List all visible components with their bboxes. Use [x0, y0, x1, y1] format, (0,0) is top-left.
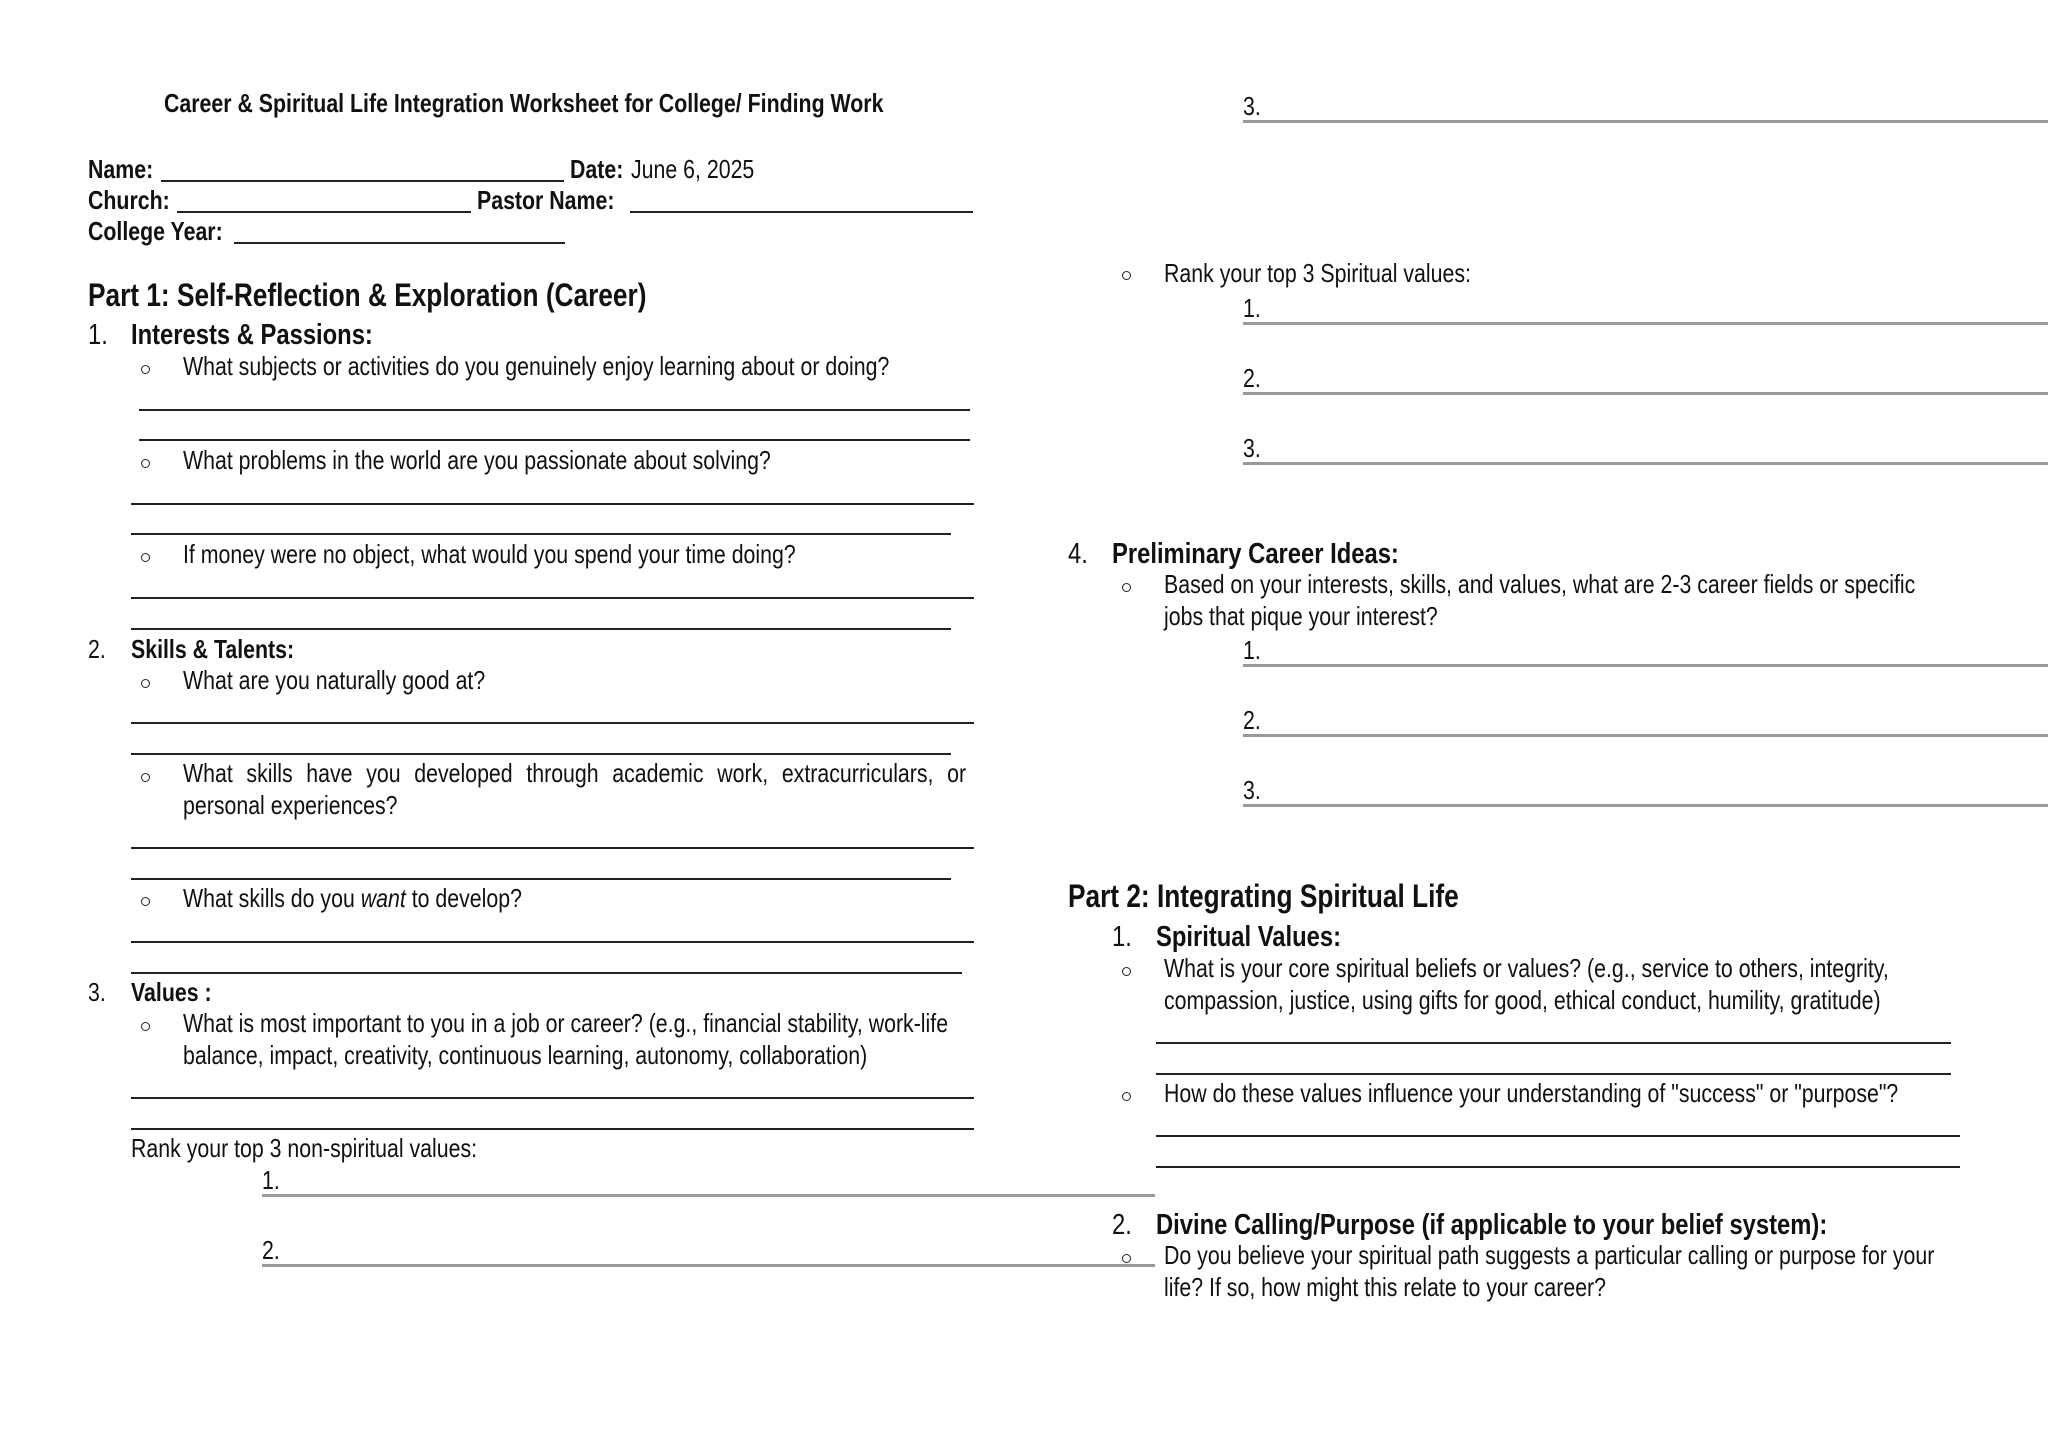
question-text: What are you naturally good at?	[183, 665, 486, 695]
bullet-icon	[1122, 967, 1131, 976]
career-idea-line[interactable]	[1243, 804, 2048, 807]
bullet-icon	[141, 459, 150, 468]
rank-answer-line[interactable]	[1243, 462, 2048, 465]
answer-line[interactable]	[131, 1128, 974, 1130]
answer-line[interactable]	[139, 439, 970, 441]
answer-line[interactable]	[131, 628, 951, 630]
answer-line[interactable]	[131, 597, 974, 599]
bullet-icon	[1122, 271, 1131, 280]
rank-item-number: 3.	[1243, 91, 1261, 121]
rank-answer-line[interactable]	[1243, 322, 2048, 325]
question-text-cont: life? If so, how might this relate to your career?	[1164, 1272, 1607, 1302]
answer-line[interactable]	[131, 1097, 974, 1099]
answer-line[interactable]	[131, 753, 951, 755]
answer-line[interactable]	[131, 972, 962, 974]
answer-line[interactable]	[131, 878, 951, 880]
question-text: If money were no object, what would you spend your time doing?	[183, 539, 796, 569]
rank-answer-line[interactable]	[1243, 392, 2048, 395]
rank-spiritual-label: Rank your top 3 Spiritual values:	[1164, 258, 1471, 288]
bullet-icon	[141, 773, 150, 782]
answer-line[interactable]	[131, 503, 974, 505]
name-label: Name:	[88, 154, 154, 184]
rank-item-number: 1.	[262, 1165, 280, 1195]
divine-calling-heading: Divine Calling/Purpose (if applicable to your belief system):	[1156, 1209, 1828, 1241]
question-text: Do you believe your spiritual path suggests a particular calling or purpose for your	[1164, 1240, 1935, 1270]
question-text: Based on your interests, skills, and values, what are 2-3 career fields or specific	[1164, 569, 1916, 599]
bullet-icon	[1122, 583, 1131, 592]
answer-line[interactable]	[139, 409, 970, 411]
rank-item-number: 3.	[1243, 433, 1261, 463]
question-text: What skills have you developed through academic work, extracurriculars, or	[183, 758, 967, 788]
section-number: 1.	[1112, 921, 1132, 953]
date-label: Date:	[570, 154, 624, 184]
section-number: 2.	[88, 634, 106, 664]
bullet-icon	[141, 897, 150, 906]
church-field-line[interactable]	[177, 211, 471, 213]
question-text-cont: compassion, justice, using gifts for good, ethical conduct, humility, gratitude)	[1164, 985, 1881, 1015]
bullet-icon	[141, 365, 150, 374]
answer-line[interactable]	[1156, 1135, 1960, 1137]
preliminary-career-ideas-heading: Preliminary Career Ideas:	[1112, 538, 1399, 570]
answer-line[interactable]	[1156, 1042, 1951, 1044]
pastor-name-label: Pastor Name:	[477, 185, 615, 215]
question-text: What problems in the world are you passionate about solving?	[183, 445, 771, 475]
worksheet-title: Career & Spiritual Life Integration Worksheet for College/ Finding Work	[164, 88, 884, 118]
career-idea-number: 2.	[1243, 705, 1261, 735]
section-number: 4.	[1068, 538, 1088, 570]
question-text-part: What skills do you	[183, 883, 355, 913]
part2-heading: Part 2: Integrating Spiritual Life	[1068, 878, 1459, 914]
bullet-icon	[1122, 1092, 1131, 1101]
answer-line[interactable]	[1156, 1166, 1960, 1168]
answer-line[interactable]	[131, 847, 974, 849]
interests-passions-heading: Interests & Passions:	[131, 319, 373, 351]
skills-talents-heading: Skills & Talents:	[131, 634, 295, 664]
date-value: June 6, 2025	[631, 154, 755, 184]
rank-item-number: 2.	[262, 1235, 280, 1265]
college-year-field-line[interactable]	[234, 242, 565, 244]
rank-answer-line[interactable]	[262, 1194, 1155, 1197]
pastor-name-field-line[interactable]	[630, 211, 973, 213]
bullet-icon	[141, 679, 150, 688]
career-idea-line[interactable]	[1243, 664, 2048, 667]
question-text-part: to develop?	[411, 883, 522, 913]
answer-line[interactable]	[1156, 1073, 1951, 1075]
bullet-icon	[141, 1022, 150, 1031]
answer-line[interactable]	[131, 533, 951, 535]
part1-heading: Part 1: Self-Reflection & Exploration (Career)	[88, 277, 647, 313]
section-number: 3.	[88, 977, 106, 1007]
question-emphasis: want	[360, 883, 406, 913]
question-text	[183, 883, 522, 914]
career-idea-number: 3.	[1243, 775, 1261, 805]
section-number: 1.	[88, 319, 108, 351]
church-label: Church:	[88, 185, 170, 215]
rank-item-number: 1.	[1243, 293, 1261, 323]
answer-line[interactable]	[131, 722, 974, 724]
career-idea-line[interactable]	[1243, 734, 2048, 737]
spiritual-values-heading: Spiritual Values:	[1156, 921, 1342, 953]
college-year-label: College Year:	[88, 216, 223, 246]
rank-answer-line[interactable]	[262, 1264, 1155, 1267]
section-number: 2.	[1112, 1209, 1132, 1241]
name-field-line[interactable]	[161, 180, 564, 182]
question-text: How do these values influence your understanding of "success" or "purpose"?	[1164, 1078, 1899, 1108]
question-text-cont: jobs that pique your interest?	[1164, 601, 1438, 631]
question-text-cont: personal experiences?	[183, 790, 398, 820]
rank-non-spiritual-label: Rank your top 3 non-spiritual values:	[131, 1133, 478, 1163]
question-text: What is your core spiritual beliefs or values? (e.g., service to others, integrity,	[1164, 953, 1889, 983]
bullet-icon	[1122, 1254, 1131, 1263]
rank-item-number: 2.	[1243, 363, 1261, 393]
question-text-cont: balance, impact, creativity, continuous learning, autonomy, collaboration)	[183, 1040, 868, 1070]
question-text: What subjects or activities do you genuinely enjoy learning about or doing?	[183, 351, 890, 381]
bullet-icon	[141, 553, 150, 562]
question-text: What is most important to you in a job or career? (e.g., financial stability, work-life	[183, 1008, 949, 1038]
values-heading: Values :	[131, 977, 212, 1007]
career-idea-number: 1.	[1243, 635, 1261, 665]
answer-line[interactable]	[131, 941, 974, 943]
rank-answer-line[interactable]	[1243, 120, 2048, 123]
